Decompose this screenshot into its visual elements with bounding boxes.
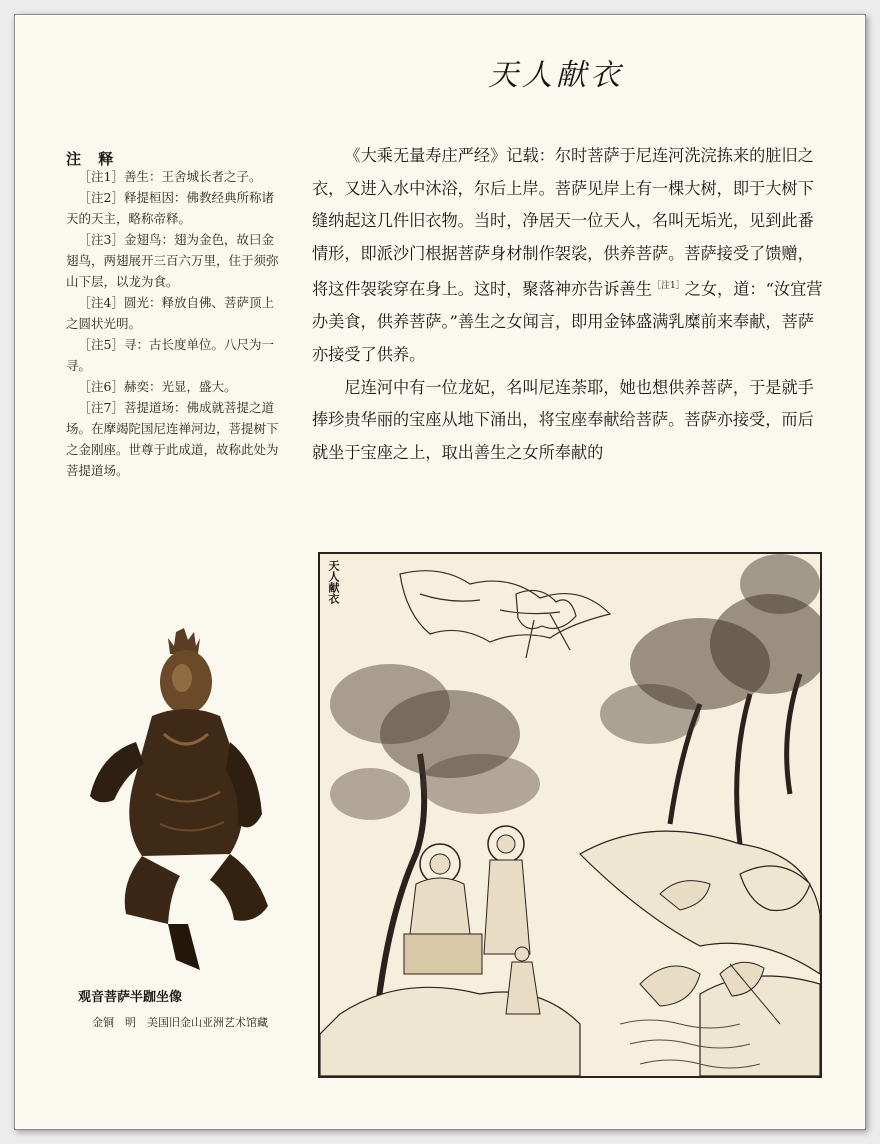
statue-caption-detail: 金铜 明 美国旧金山亚洲艺术馆藏 (92, 1016, 268, 1029)
paragraph-text: 之女，道：“汝宜营办美食，供养菩萨。”善生之女闻言，即用金钵盛满乳糜前来奉献，菩萨亦接受了供养。 (312, 279, 823, 364)
statue-caption-title: 观音菩萨半跏坐像 (78, 990, 183, 1005)
note-reference: ［注1］ (651, 281, 685, 292)
guanyin-statue-image (80, 624, 290, 984)
illustration-scene (320, 554, 820, 1076)
note-item: ［注5］寻：古长度单位。八尺为一寻。 (66, 337, 274, 373)
buddha-figure (404, 844, 482, 974)
paragraph-text: 《大乘无量寿庄严经》记载：尔时菩萨于尼连河洗浣拣来的脏旧之衣，又进入水中沐浴，尔后上岸。菩萨见岸上有一棵大树，即于大树下缝纳起这几件旧衣物。当时，净居天一位天人，名叫无垢光，见到此番情形，即派沙门根据菩萨身材制作袈裟，供养菩萨。菩萨接受了馈赠，将这件袈裟穿在身上。这时，聚落神亦告诉善生 (312, 146, 814, 299)
note-item: ［注3］金翅鸟：翅为金色，故曰金翅鸟，两翅展开三百六万里，住于须弥山下层，以龙为食。 (66, 232, 279, 289)
notes-list (66, 166, 286, 481)
illustration-inscription: 天人献衣 (327, 560, 340, 604)
note-item: ［注6］赫奕：光显，盛大。 (78, 379, 237, 394)
woodblock-illustration (318, 552, 822, 1078)
attendant-figure (484, 826, 530, 954)
tree-right (600, 554, 820, 844)
notes-heading: 注 释 (66, 150, 120, 168)
kneeling-figure (506, 947, 540, 1014)
page-title: 天人献衣 (488, 58, 624, 93)
statue-figure (90, 628, 268, 970)
main-text (312, 140, 824, 469)
note-item: ［注7］菩提道场：佛成就菩提之道场。在摩竭陀国尼连禅河边，菩提树下之金刚座。世尊于此成道，故称此处为菩提道场。 (66, 400, 279, 478)
note-item: ［注2］释提桓因：佛教经典所称诸天的天主，略称帝释。 (66, 190, 274, 226)
note-item: ［注1］善生：王舍城长者之子。 (78, 169, 262, 184)
note-item: ［注4］圆光：释放自佛、菩萨顶上之圆状光明。 (66, 295, 274, 331)
main-paragraph-1 (312, 140, 824, 372)
main-paragraph-2: 尼连河中有一位龙妃，名叫尼连荼耶，她也想供养菩萨，于是就手捧珍贵华丽的宝座从地下涌出，将宝座奉献给菩萨。菩萨亦接受，而后就坐于宝座之上，取出善生之女所奉献的 (312, 377, 814, 462)
